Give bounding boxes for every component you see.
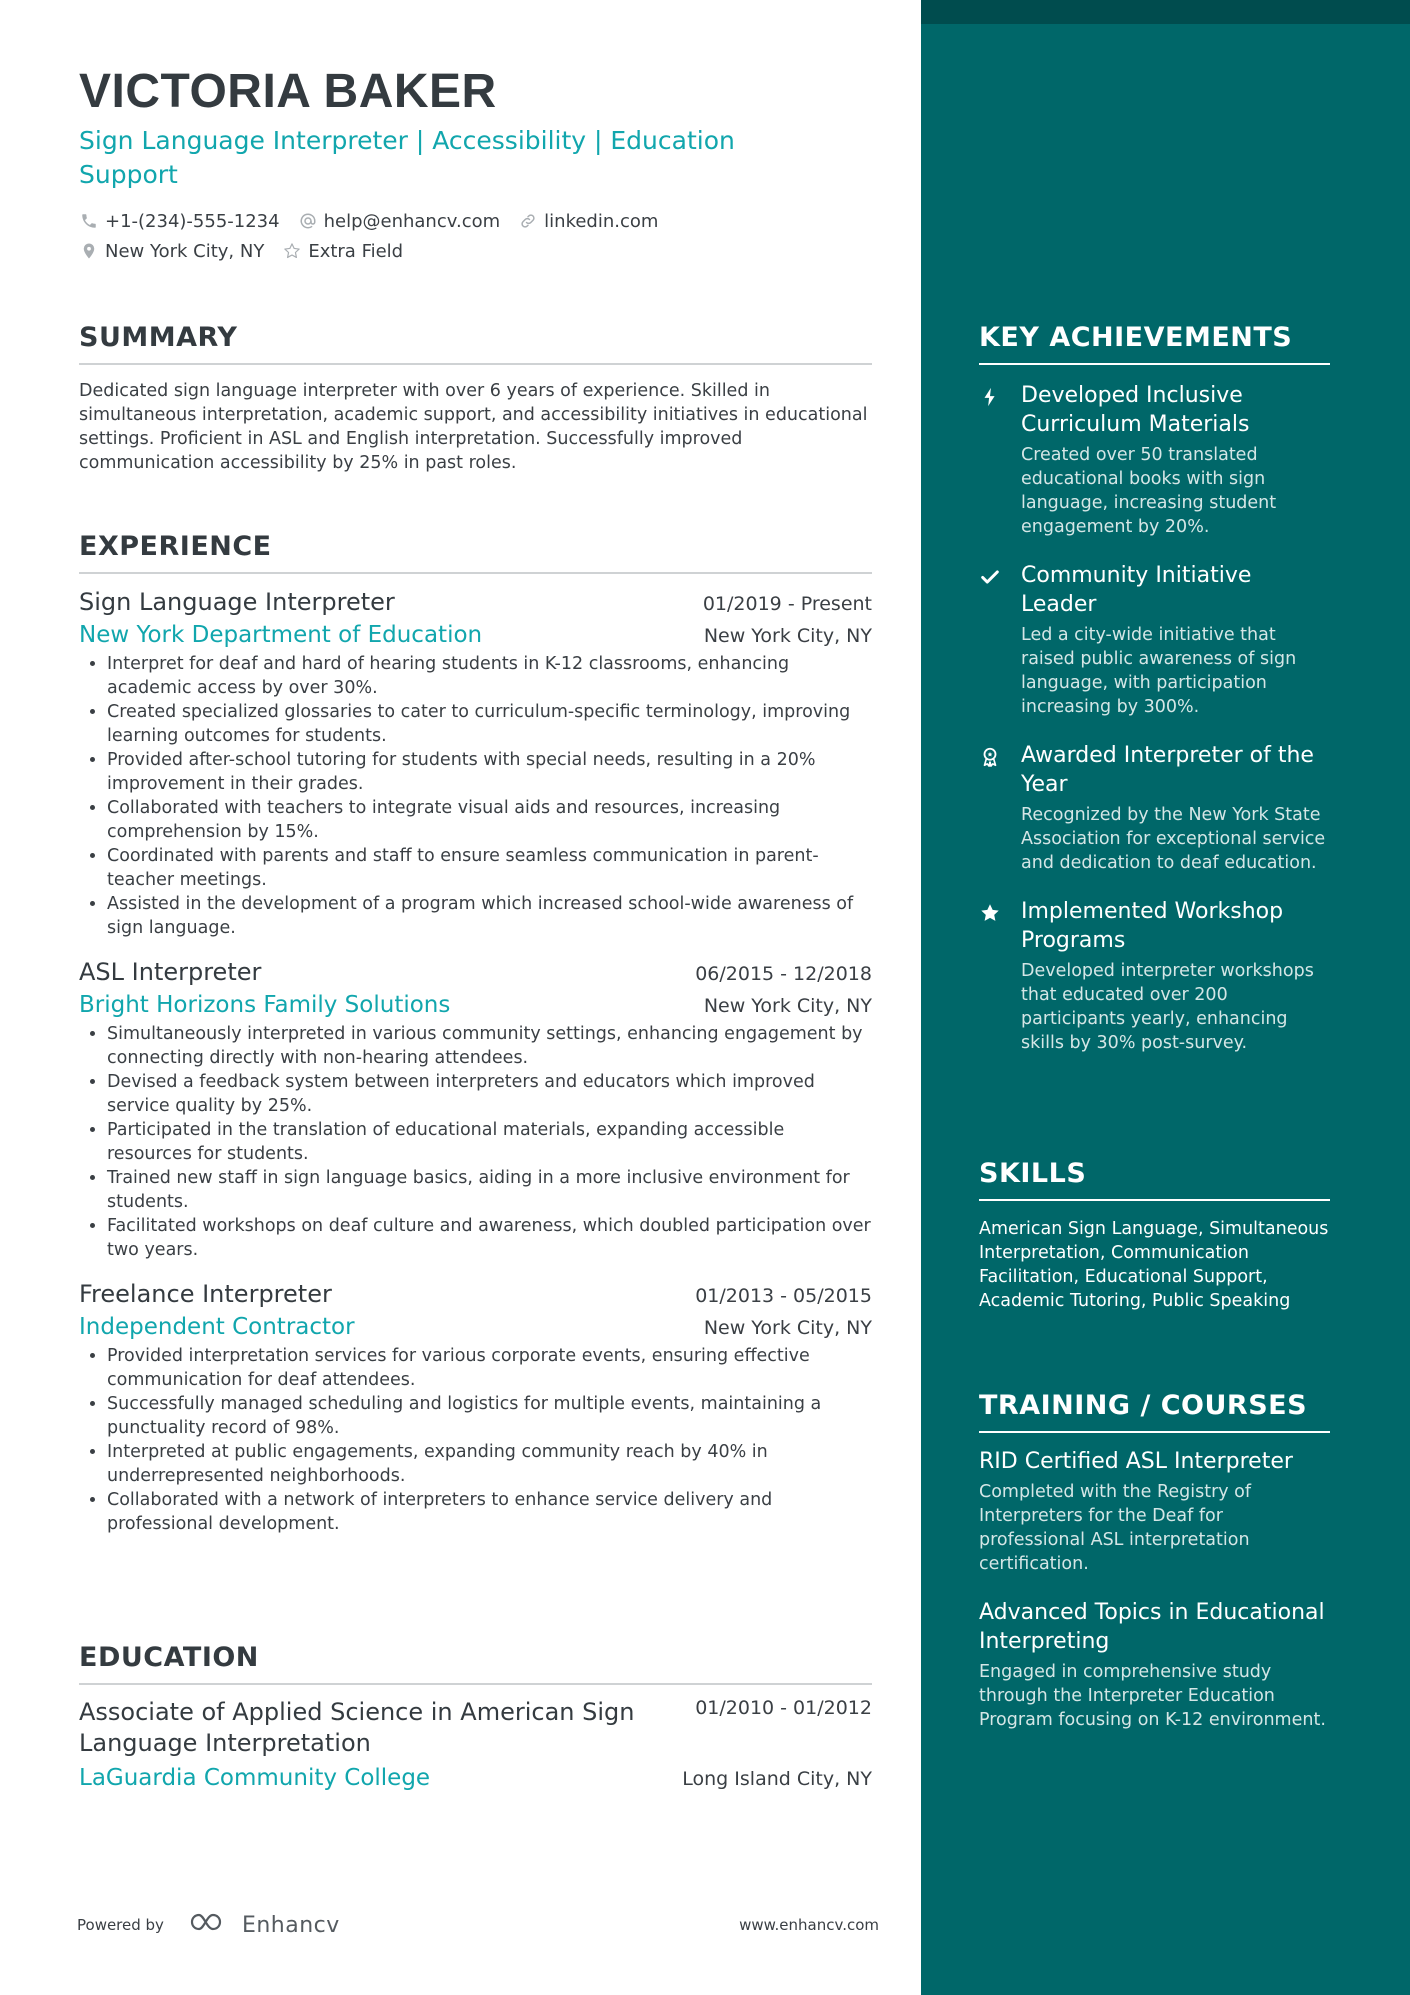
achievement-title: Community Initiative Leader [1021, 563, 1252, 617]
achievement-item [979, 897, 1330, 1055]
summary-text: Dedicated sign language interpreter with over 6 years of experience. Skilled in simultaneous interpretation, academic support, and accessibility initiatives in educational settings. Proficient in ASL and English interpretation. Successfully improved communication accessibility by 25% in past roles. [79, 381, 868, 473]
job-bullet: • Devised a feedback system between interpreters and educators which improved service quality by 25%. [107, 1070, 872, 1118]
job-bullet: • Assisted in the development of a program which increased school-wide awareness of sign language. [107, 892, 872, 940]
enhancv-logo-icon [188, 1910, 234, 1940]
extra-text: Extra Field [308, 240, 404, 262]
job-bullets [79, 652, 872, 940]
skills-section [979, 1158, 1330, 1313]
training-title: TRAINING / COURSES [979, 1390, 1330, 1433]
star-outline-icon [282, 241, 302, 261]
achievement-desc: Developed interpreter workshops that educated over 200 participants yearly, enhancing skills by 30% post-survey. [1021, 961, 1314, 1053]
experience-title: EXPERIENCE [79, 531, 872, 574]
sidebar-top-band [921, 0, 1410, 24]
extra-field [282, 241, 403, 262]
job-bullet: • Collaborated with a network of interpreters to enhance service delivery and professional development. [107, 1488, 872, 1536]
job-dates: 01/2013 - 05/2015 [695, 1285, 872, 1307]
experience-section [79, 531, 872, 1536]
achievement-title: Developed Inclusive Curriculum Materials [1021, 383, 1250, 437]
brand-logo[interactable] [188, 1910, 340, 1940]
achievements-section [979, 322, 1330, 1055]
footer [77, 1910, 879, 1940]
education-dates: 01/2010 - 01/2012 [695, 1697, 872, 1719]
award-icon [979, 741, 1007, 875]
contact-info [79, 206, 872, 266]
achievement-desc: Created over 50 translated educational books with sign language, increasing student engagement by 20%. [1021, 445, 1277, 537]
check-icon [979, 561, 1007, 719]
job-location: New York City, NY [703, 625, 872, 647]
job-bullet: • Trained new staff in sign language basics, aiding in a more inclusive environment for students. [107, 1166, 872, 1214]
job-bullet: • Coordinated with parents and staff to ensure seamless communication in parent-teacher meetings. [107, 844, 872, 892]
job-bullets [79, 1344, 872, 1536]
course-title: RID Certified ASL Interpreter [979, 1449, 1293, 1474]
phone-contact[interactable] [79, 211, 280, 232]
degree: Associate of Applied Science in American Sign Language Interpretation [79, 1698, 635, 1757]
job-company: Independent Contractor [79, 1314, 355, 1340]
job-entry [79, 588, 872, 940]
education-title: EDUCATION [79, 1642, 872, 1685]
job-dates: 01/2019 - Present [702, 593, 872, 615]
job-entry [79, 958, 872, 1262]
star-icon [979, 897, 1007, 1055]
achievement-title: Implemented Workshop Programs [1021, 899, 1284, 953]
website-link[interactable]: www.enhancv.com [739, 1916, 879, 1934]
school-name: LaGuardia Community College [79, 1765, 431, 1791]
job-role: Freelance Interpreter [79, 1280, 332, 1308]
achievement-item [979, 741, 1330, 875]
powered-by-label: Powered by [77, 1916, 164, 1934]
course-item [979, 1447, 1330, 1576]
school-location: Long Island City, NY [682, 1768, 872, 1790]
job-bullets [79, 1022, 872, 1262]
achievement-desc: Recognized by the New York State Association for exceptional service and dedication to deaf education. [1021, 805, 1326, 873]
job-bullet: • Facilitated workshops on deaf culture and awareness, which doubled participation over two years. [107, 1214, 872, 1262]
job-bullet: • Interpreted at public engagements, expanding community reach by 40% in underrepresented neighborhoods. [107, 1440, 872, 1488]
course-desc: Completed with the Registry of Interpreters for the Deaf for professional ASL interpretation certification. [979, 1482, 1252, 1574]
email-text: help@enhancv.com [323, 210, 501, 232]
brand-name: Enhancv [241, 1912, 340, 1938]
job-entry [79, 1280, 872, 1536]
link-icon [518, 211, 538, 231]
achievement-desc: Led a city-wide initiative that raised public awareness of sign language, with participation increasing by 300%. [1021, 625, 1297, 717]
job-bullet: • Simultaneously interpreted in various community settings, enhancing engagement by connecting directly with non-hearing attendees. [107, 1022, 872, 1070]
skills-title: SKILLS [979, 1158, 1330, 1201]
link-contact[interactable] [518, 211, 658, 232]
job-bullet: • Participated in the translation of educational materials, expanding accessible resources for students. [107, 1118, 872, 1166]
job-bullet: • Created specialized glossaries to cater to curriculum-specific terminology, improving learning outcomes for students. [107, 700, 872, 748]
header [79, 62, 872, 266]
course-item [979, 1598, 1330, 1732]
achievement-item [979, 381, 1330, 539]
location-pin-icon [79, 241, 99, 261]
bolt-icon [979, 381, 1007, 539]
link-text: linkedin.com [544, 210, 659, 232]
job-bullet: • Collaborated with teachers to integrate visual aids and resources, increasing comprehension by 15%. [107, 796, 872, 844]
headline: Sign Language Interpreter | Accessibility | Education Support [79, 126, 735, 189]
location-contact [79, 241, 264, 262]
course-desc: Engaged in comprehensive study through the Interpreter Education Program focusing on K-12 environment. [979, 1662, 1326, 1730]
job-role: ASL Interpreter [79, 958, 262, 986]
achievements-title: KEY ACHIEVEMENTS [979, 322, 1330, 365]
job-location: New York City, NY [703, 995, 872, 1017]
job-bullet: • Interpret for deaf and hard of hearing students in K-12 classrooms, enhancing academic access by over 30%. [107, 652, 872, 700]
job-bullet: • Successfully managed scheduling and logistics for multiple events, maintaining a punctuality record of 98%. [107, 1392, 872, 1440]
job-bullet: • Provided interpretation services for various corporate events, ensuring effective communication for deaf attendees. [107, 1344, 872, 1392]
summary-section [79, 322, 872, 475]
at-icon [298, 211, 318, 231]
job-company: Bright Horizons Family Solutions [79, 992, 451, 1018]
job-location: New York City, NY [703, 1317, 872, 1339]
course-title: Advanced Topics in Educational Interpreting [979, 1600, 1325, 1654]
location-text: New York City, NY [105, 240, 265, 262]
training-section [979, 1390, 1330, 1732]
achievement-item [979, 561, 1330, 719]
phone-icon [79, 211, 99, 231]
phone-text: +1-(234)-555-1234 [105, 210, 280, 232]
job-bullet: • Provided after-school tutoring for students with special needs, resulting in a 20% improvement in their grades. [107, 748, 872, 796]
job-role: Sign Language Interpreter [79, 588, 395, 616]
education-section [79, 1642, 872, 1791]
skills-list: American Sign Language, Simultaneous Interpretation, Communication Facilitation, Educational Support, Academic Tutoring, Public Speaking [979, 1219, 1329, 1311]
summary-title: SUMMARY [79, 322, 872, 365]
achievement-title: Awarded Interpreter of the Year [1021, 743, 1314, 797]
candidate-name: VICTORIA BAKER [79, 65, 497, 118]
job-dates: 06/2015 - 12/2018 [695, 963, 872, 985]
email-contact[interactable] [298, 211, 501, 232]
job-company: New York Department of Education [79, 622, 483, 648]
